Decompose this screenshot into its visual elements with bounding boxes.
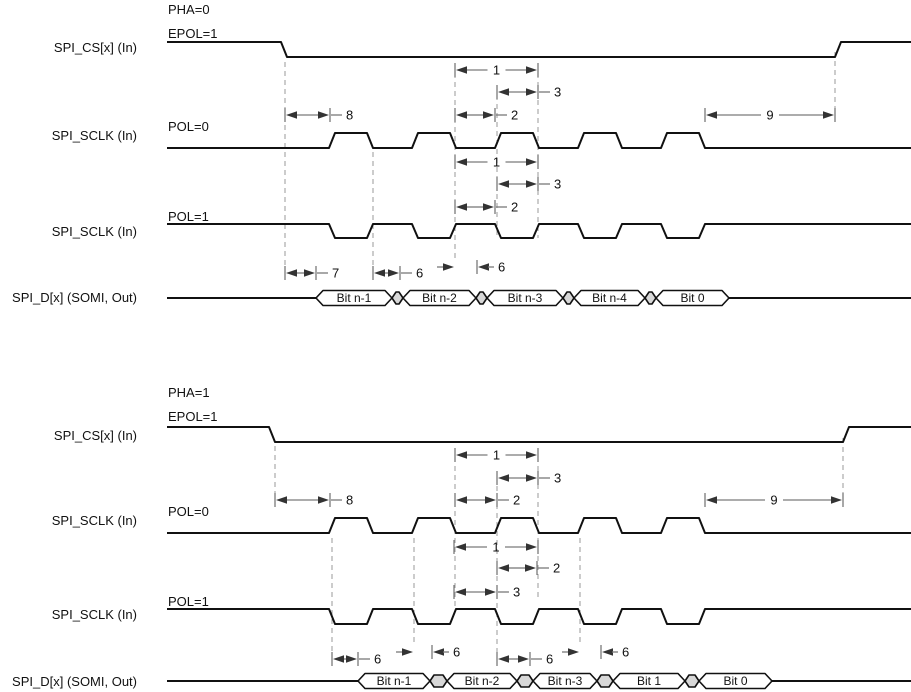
- labels: [12, 385, 217, 689]
- data-bus: [168, 674, 911, 689]
- bus-transition-connector: [563, 292, 574, 304]
- arrowhead-left-icon: [456, 111, 467, 119]
- labels: [12, 2, 217, 305]
- arrowhead-left-icon: [456, 158, 467, 166]
- arrowhead-right-icon: [526, 451, 537, 459]
- bit-cell-label: Bit n-2: [464, 674, 500, 688]
- dim-label-d8: 8: [346, 107, 354, 123]
- arrowhead-left-icon: [478, 263, 489, 271]
- signal-label-sclk-pol1: SPI_SCLK (In): [51, 224, 137, 239]
- arrowhead-right-icon: [318, 111, 329, 119]
- arrowhead-right-icon: [483, 111, 494, 119]
- epol-label: EPOL=1: [168, 409, 218, 424]
- dim-label-d1a: 1: [492, 447, 501, 463]
- phase-label: PHA=1: [168, 385, 210, 400]
- arrowhead-left-icon: [374, 269, 385, 277]
- dim-label-d9: 9: [770, 492, 778, 508]
- dim-label-d1b: 1: [492, 539, 500, 555]
- arrowhead-left-icon: [456, 451, 467, 459]
- arrowhead-left-icon: [602, 648, 613, 656]
- arrowhead-left-icon: [276, 496, 287, 504]
- bus-transition-connector: [645, 292, 656, 304]
- bit-cell-label: Bit n-1: [336, 291, 372, 305]
- sclk-pol0-waveform: [168, 133, 911, 148]
- dim-label-d1b: 1: [492, 154, 501, 170]
- signal-label-cs: SPI_CS[x] (In): [53, 40, 137, 55]
- arrowhead-left-icon: [286, 269, 297, 277]
- bit-cell-label: Bit n-3: [507, 291, 543, 305]
- arrowhead-left-icon: [706, 496, 717, 504]
- signal-label-sclk-pol0: SPI_SCLK (In): [51, 128, 137, 143]
- dim-label-d6b: 6: [498, 259, 506, 275]
- bus-transition-connector: [392, 292, 403, 304]
- dim-label-d3b: 3: [554, 176, 562, 192]
- arrowhead-right-icon: [525, 564, 536, 572]
- dim-label-d6d: 6: [622, 644, 630, 660]
- arrowhead-right-icon: [483, 203, 494, 211]
- signal-label-sclk-pol1: SPI_SCLK (In): [51, 607, 137, 622]
- arrowhead-right-icon: [443, 263, 454, 271]
- arrowhead-right-icon: [388, 269, 399, 277]
- dim-label-d6a: 6: [374, 651, 382, 667]
- arrowhead-right-icon: [526, 88, 537, 96]
- dim-label-d8: 8: [346, 492, 354, 508]
- sclk-pol0-waveform: [168, 518, 911, 533]
- dim-label-d1a: 1: [492, 62, 501, 78]
- dim-label-d7: 7: [332, 265, 340, 281]
- arrowhead-left-icon: [455, 588, 466, 596]
- phase-label: PHA=0: [168, 2, 210, 17]
- dim-label-d6c: 6: [546, 651, 554, 667]
- dim-label-d6a: 6: [416, 265, 424, 281]
- dim-label-d2a: 2: [513, 492, 521, 508]
- waveforms: [168, 42, 911, 238]
- polarity-label-pol1: POL=1: [168, 594, 209, 609]
- arrowhead-right-icon: [526, 474, 537, 482]
- arrowhead-right-icon: [346, 655, 357, 663]
- bit-cell-label: Bit n-3: [547, 674, 583, 688]
- arrowhead-left-icon: [333, 655, 344, 663]
- arrowhead-right-icon: [831, 496, 842, 504]
- dimension-annotations: [275, 448, 843, 667]
- dim-label-d2a: 2: [511, 107, 519, 123]
- section-pha0: [12, 2, 911, 306]
- arrowhead-left-icon: [455, 543, 466, 551]
- dimension-annotations: [285, 63, 835, 281]
- arrowhead-right-icon: [485, 496, 496, 504]
- arrowhead-left-icon: [456, 496, 467, 504]
- arrowhead-right-icon: [485, 588, 496, 596]
- polarity-label-pol1: POL=1: [168, 209, 209, 224]
- arrowhead-left-icon: [498, 655, 509, 663]
- sclk-pol1-waveform: [168, 224, 911, 238]
- bit-cell-label: Bit n-4: [592, 291, 627, 305]
- arrowhead-right-icon: [402, 648, 413, 656]
- polarity-label-pol0: POL=0: [168, 119, 209, 134]
- signal-label-sclk-pol0: SPI_SCLK (In): [51, 513, 137, 528]
- arrowhead-right-icon: [823, 111, 834, 119]
- dim-label-d3a: 3: [554, 470, 562, 486]
- bus-transition-connector: [517, 675, 533, 687]
- bus-transition-connector: [685, 675, 699, 687]
- section-pha1: [12, 385, 911, 689]
- dim-label-d2b: 2: [511, 199, 519, 215]
- dim-label-d3b: 3: [513, 584, 521, 600]
- arrowhead-right-icon: [518, 655, 529, 663]
- epol-label: EPOL=1: [168, 26, 218, 41]
- arrowhead-left-icon: [498, 564, 509, 572]
- cs-waveform: [168, 427, 911, 442]
- signal-label-data: SPI_D[x] (SOMI, Out): [12, 290, 137, 305]
- signal-label-cs: SPI_CS[x] (In): [53, 428, 137, 443]
- arrowhead-right-icon: [304, 269, 315, 277]
- arrowhead-right-icon: [568, 648, 579, 656]
- arrowhead-left-icon: [498, 180, 509, 188]
- arrowhead-right-icon: [318, 496, 329, 504]
- arrowhead-left-icon: [498, 474, 509, 482]
- arrowhead-left-icon: [706, 111, 717, 119]
- sclk-pol1-waveform: [168, 609, 911, 624]
- bit-cell-label: Bit 0: [723, 674, 748, 688]
- arrowhead-left-icon: [456, 203, 467, 211]
- bus-transition-connector: [476, 292, 487, 304]
- bus-transition-connector: [597, 675, 613, 687]
- polarity-label-pol0: POL=0: [168, 504, 209, 519]
- waveforms: [168, 427, 911, 624]
- arrowhead-left-icon: [456, 66, 467, 74]
- bit-cell-label: Bit n-1: [376, 674, 412, 688]
- arrowhead-left-icon: [498, 88, 509, 96]
- bit-cell-label: Bit 1: [636, 674, 662, 688]
- bus-transition-connector: [430, 675, 447, 687]
- arrowhead-right-icon: [526, 158, 537, 166]
- cs-waveform: [168, 42, 911, 57]
- signal-label-data: SPI_D[x] (SOMI, Out): [12, 674, 137, 689]
- arrowhead-right-icon: [526, 66, 537, 74]
- dim-label-d2b: 2: [553, 560, 561, 576]
- dim-label-d3a: 3: [554, 84, 562, 100]
- arrowhead-right-icon: [526, 543, 537, 551]
- arrowhead-right-icon: [526, 180, 537, 188]
- bit-cell-label: Bit 0: [680, 291, 705, 305]
- data-bus: [168, 291, 911, 306]
- arrowhead-left-icon: [433, 648, 444, 656]
- dim-label-d6b: 6: [453, 644, 461, 660]
- dim-label-d9: 9: [766, 107, 774, 123]
- arrowhead-left-icon: [286, 111, 297, 119]
- bit-cell-label: Bit n-2: [422, 291, 457, 305]
